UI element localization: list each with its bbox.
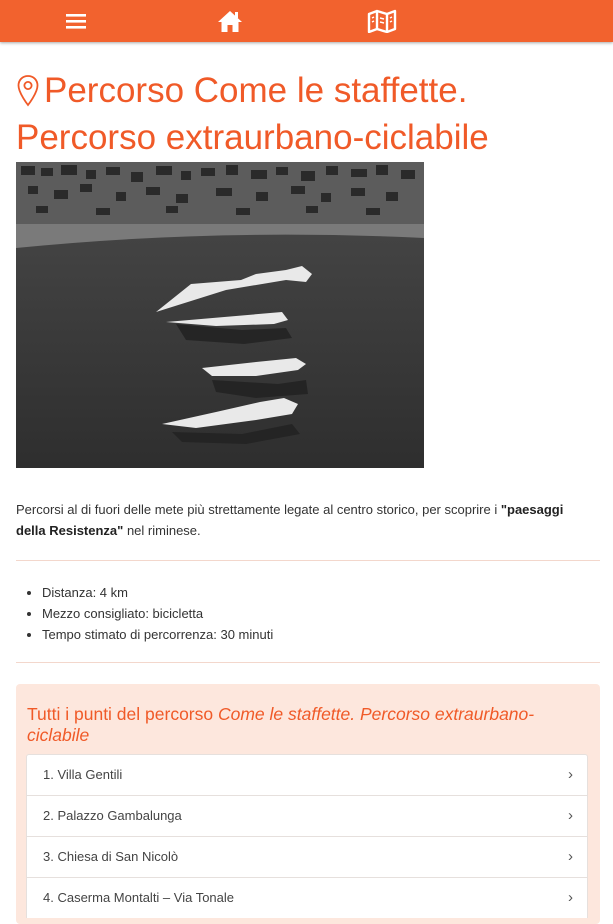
route-points-title	[27, 704, 587, 746]
route-description	[16, 499, 596, 541]
route-points-panel	[16, 684, 600, 924]
route-details	[16, 582, 596, 645]
route-point-label: 2. Palazzo Gambalunga	[43, 808, 182, 823]
route-point-label: 1. Villa Gentili	[43, 767, 123, 782]
title-line-1: Percorso Come le staffette.	[44, 71, 468, 110]
map-icon	[367, 9, 397, 33]
divider	[16, 662, 600, 663]
route-point-item[interactable]	[26, 795, 588, 836]
description-text-end: nel riminese.	[123, 523, 201, 538]
route-point-item[interactable]	[26, 754, 588, 795]
chevron-right-icon: ›	[568, 807, 573, 824]
chevron-right-icon: ›	[568, 766, 573, 783]
route-points-title-name: Come le staffette. Percorso extraurbano-ciclabile	[27, 704, 535, 745]
top-app-bar	[0, 0, 613, 42]
page-title-text	[16, 70, 596, 158]
location-pin-icon	[16, 74, 40, 117]
description-bold: "paesaggi della Resistenza"	[16, 502, 564, 538]
home-icon	[217, 9, 243, 33]
route-point-item[interactable]	[26, 836, 588, 877]
detail-distance: • Distanza: 4 km	[42, 582, 596, 603]
route-points-title-prefix: Tutti i punti del percorso	[27, 704, 218, 724]
route-point-label: 3. Chiesa di San Nicolò	[43, 849, 179, 864]
divider	[16, 560, 600, 561]
detail-vehicle: • Mezzo consigliato: bicicletta	[42, 603, 596, 624]
route-point-label: 4. Caserma Montalti – Via Tonale	[43, 890, 235, 905]
detail-time: • Tempo stimato di percorrenza: 30 minuti	[42, 624, 596, 645]
title-line-2: Percorso extraurbano-ciclabile	[16, 118, 489, 157]
map-button[interactable]	[360, 0, 404, 42]
home-button[interactable]	[208, 0, 252, 42]
menu-button[interactable]	[54, 0, 98, 42]
menu-icon	[65, 12, 87, 30]
chevron-right-icon: ›	[568, 848, 573, 865]
route-points-list	[26, 754, 588, 918]
description-text-start: Percorsi al di fuori delle mete più strettamente legate al centro storico, per scoprire i	[16, 502, 501, 517]
route-point-item[interactable]	[26, 877, 588, 918]
route-photo	[16, 162, 424, 468]
page-title	[16, 70, 596, 158]
chevron-right-icon: ›	[568, 889, 573, 906]
